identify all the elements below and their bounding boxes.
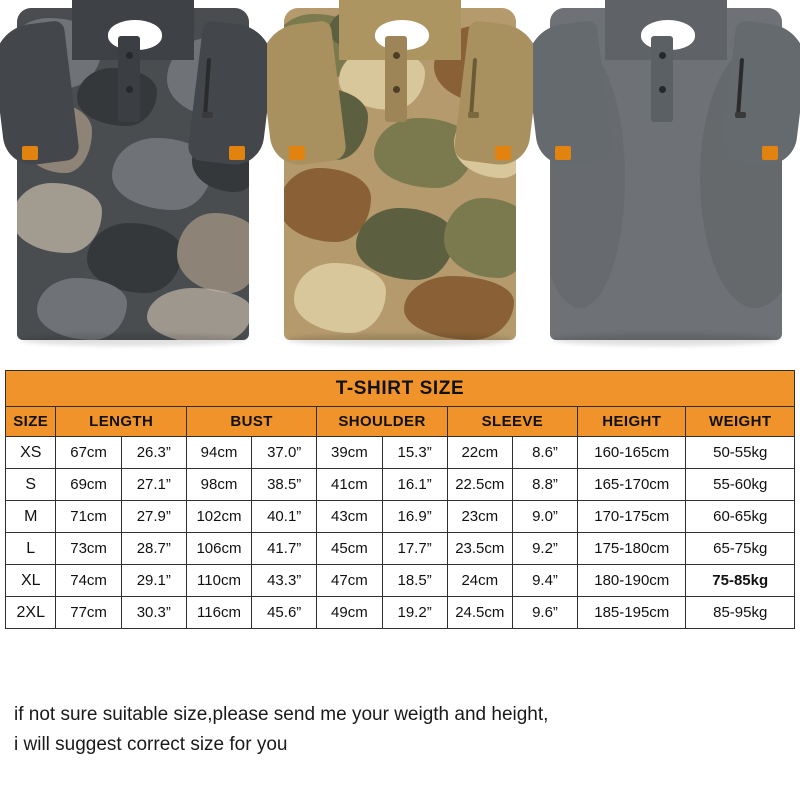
- column-header-weight: WEIGHT: [686, 407, 795, 437]
- cell-bust-in: 38.5”: [252, 469, 317, 501]
- cell-sleeve-in: 9.2”: [512, 533, 577, 565]
- shirt-placket: [385, 36, 407, 122]
- cell-sleeve-cm: 22cm: [447, 437, 512, 469]
- cell-shoulder-in: 15.3”: [382, 437, 447, 469]
- cell-length-cm: 67cm: [56, 437, 121, 469]
- table-row: [6, 565, 795, 597]
- cell-size: L: [6, 533, 56, 565]
- cell-length-in: 30.3”: [121, 597, 186, 629]
- chest-zipper-pull: [202, 112, 213, 118]
- cell-length-cm: 77cm: [56, 597, 121, 629]
- cell-height: 165-170cm: [578, 469, 686, 501]
- cell-height: 160-165cm: [578, 437, 686, 469]
- cell-shoulder-cm: 43cm: [317, 501, 382, 533]
- cell-shoulder-in: 18.5”: [382, 565, 447, 597]
- cell-shoulder-cm: 45cm: [317, 533, 382, 565]
- shirt-button-bottom: [393, 86, 400, 93]
- cell-shoulder-in: 16.1”: [382, 469, 447, 501]
- cell-sleeve-in: 9.4”: [512, 565, 577, 597]
- shirt-placket: [651, 36, 673, 122]
- cell-size: XL: [6, 565, 56, 597]
- hem-shadow: [20, 334, 246, 346]
- cell-bust-cm: 106cm: [186, 533, 251, 565]
- cell-length-in: 28.7”: [121, 533, 186, 565]
- cell-length-in: 29.1”: [121, 565, 186, 597]
- cell-bust-cm: 98cm: [186, 469, 251, 501]
- cell-weight: 55-60kg: [686, 469, 795, 501]
- cell-bust-cm: 94cm: [186, 437, 251, 469]
- table-row: [6, 501, 795, 533]
- cell-sleeve-cm: 24.5cm: [447, 597, 512, 629]
- cell-size: M: [6, 501, 56, 533]
- cell-bust-in: 45.6”: [252, 597, 317, 629]
- cell-shoulder-cm: 39cm: [317, 437, 382, 469]
- shirt-photo-multicam: [267, 0, 534, 362]
- cell-weight: 85-95kg: [686, 597, 795, 629]
- cell-weight: 75-85kg: [686, 565, 795, 597]
- column-header-shoulder: SHOULDER: [317, 407, 447, 437]
- table-title-row: [6, 371, 795, 407]
- cell-length-cm: 74cm: [56, 565, 121, 597]
- cell-bust-cm: 102cm: [186, 501, 251, 533]
- cell-height: 175-180cm: [578, 533, 686, 565]
- cell-shoulder-cm: 49cm: [317, 597, 382, 629]
- cell-bust-in: 40.1”: [252, 501, 317, 533]
- column-header-size: SIZE: [6, 407, 56, 437]
- cell-shoulder-in: 19.2”: [382, 597, 447, 629]
- sleeve-tag-right: [762, 146, 778, 160]
- shirt-button-bottom: [126, 86, 133, 93]
- table-row: [6, 469, 795, 501]
- size-table-wrapper: [5, 370, 795, 629]
- sleeve-tag-right: [229, 146, 245, 160]
- cell-sleeve-in: 8.8”: [512, 469, 577, 501]
- column-header-length: LENGTH: [56, 407, 186, 437]
- cell-length-in: 27.9”: [121, 501, 186, 533]
- chest-zipper-pull: [735, 112, 746, 118]
- column-header-height: HEIGHT: [578, 407, 686, 437]
- product-photo-strip: [0, 0, 800, 362]
- cell-sleeve-cm: 22.5cm: [447, 469, 512, 501]
- table-title: T-SHIRT SIZE: [6, 371, 795, 407]
- cell-shoulder-in: 17.7”: [382, 533, 447, 565]
- cell-weight: 65-75kg: [686, 533, 795, 565]
- cell-sleeve-in: 9.6”: [512, 597, 577, 629]
- cell-size: XS: [6, 437, 56, 469]
- cell-sleeve-cm: 23.5cm: [447, 533, 512, 565]
- cell-sleeve-in: 9.0”: [512, 501, 577, 533]
- cell-height: 185-195cm: [578, 597, 686, 629]
- shirt-photo-grey-camo: [0, 0, 267, 362]
- cell-bust-cm: 110cm: [186, 565, 251, 597]
- cell-length-cm: 73cm: [56, 533, 121, 565]
- sleeve-tag-left: [22, 146, 38, 160]
- column-header-sleeve: SLEEVE: [447, 407, 577, 437]
- shirt-button-top: [126, 52, 133, 59]
- cell-length-cm: 69cm: [56, 469, 121, 501]
- sleeve-tag-left: [289, 146, 305, 160]
- table-header-row: [6, 407, 795, 437]
- hem-shadow: [287, 334, 513, 346]
- cell-length-in: 27.1”: [121, 469, 186, 501]
- note-line-1: if not sure suitable size,please send me your weigth and height,: [14, 704, 549, 725]
- cell-length-in: 26.3”: [121, 437, 186, 469]
- cell-shoulder-cm: 47cm: [317, 565, 382, 597]
- cell-shoulder-cm: 41cm: [317, 469, 382, 501]
- cell-bust-in: 41.7”: [252, 533, 317, 565]
- cell-sleeve-cm: 23cm: [447, 501, 512, 533]
- sleeve-tag-right: [495, 146, 511, 160]
- sleeve-tag-left: [555, 146, 571, 160]
- cell-size: 2XL: [6, 597, 56, 629]
- cell-weight: 60-65kg: [686, 501, 795, 533]
- chest-zipper-pull: [468, 112, 479, 118]
- cell-sleeve-cm: 24cm: [447, 565, 512, 597]
- cell-shoulder-in: 16.9”: [382, 501, 447, 533]
- shirt-placket: [118, 36, 140, 122]
- cell-length-cm: 71cm: [56, 501, 121, 533]
- cell-height: 180-190cm: [578, 565, 686, 597]
- cell-bust-in: 43.3”: [252, 565, 317, 597]
- table-row: [6, 597, 795, 629]
- hem-shadow: [553, 334, 779, 346]
- cell-sleeve-in: 8.6”: [512, 437, 577, 469]
- cell-bust-cm: 116cm: [186, 597, 251, 629]
- cell-weight: 50-55kg: [686, 437, 795, 469]
- table-row: [6, 437, 795, 469]
- size-table: [5, 370, 795, 629]
- column-header-bust: BUST: [186, 407, 316, 437]
- table-row: [6, 533, 795, 565]
- cell-height: 170-175cm: [578, 501, 686, 533]
- shirt-button-top: [393, 52, 400, 59]
- note-line-2: i will suggest correct size for you: [14, 734, 288, 756]
- sizing-help-note: [14, 700, 786, 761]
- shirt-photo-solid-grey: [533, 0, 800, 362]
- cell-size: S: [6, 469, 56, 501]
- cell-bust-in: 37.0”: [252, 437, 317, 469]
